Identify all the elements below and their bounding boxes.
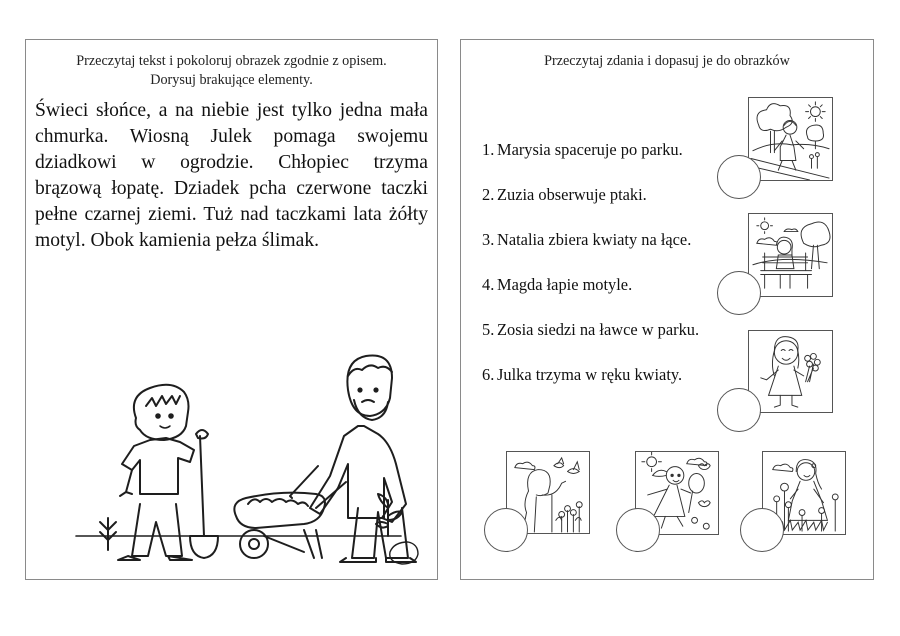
instruction-line-1: Przeczytaj tekst i pokoloruj obrazek zgodnie z opisem. (76, 53, 387, 69)
coloring-instruction (26, 52, 437, 90)
garden-coloring-illustration[interactable] (66, 330, 436, 570)
boy-figure (118, 385, 194, 560)
sentence-text: Marysia spaceruje po parku. (497, 140, 683, 159)
matching-panel (460, 39, 874, 580)
sentence-number: 1. (482, 140, 495, 159)
picture-girl-on-bench (748, 213, 833, 297)
plant-icon (100, 518, 116, 550)
sentence-text: Zosia siedzi na ławce w parku. (497, 320, 700, 339)
story-line: chmurka. Wiosną Julek pomaga swojemu (35, 126, 428, 147)
sentence-1 (482, 140, 683, 160)
sentence-4 (482, 275, 632, 295)
sentence-number: 6. (482, 365, 495, 384)
story-line: Świeci słońce, a na niebie jest tylko jedna mała (35, 100, 428, 121)
answer-circle-1[interactable] (717, 155, 761, 199)
sentence-5 (482, 320, 699, 340)
reading-coloring-panel (25, 39, 438, 580)
sentence-2 (482, 185, 647, 205)
sentence-text: Zuzia obserwuje ptaki. (497, 185, 647, 204)
answer-circle-2[interactable] (717, 271, 761, 315)
grandfather-figure (310, 355, 416, 562)
sentence-6 (482, 365, 682, 385)
sentence-number: 2. (482, 185, 495, 204)
story-line: motyl. Obok kamienia pełza ślimak. (35, 230, 320, 251)
sentence-number: 5. (482, 320, 495, 339)
picture-girl-walking-in-park (748, 97, 833, 181)
answer-circle-5[interactable] (616, 508, 660, 552)
story-text (35, 98, 428, 254)
answer-circle-3[interactable] (717, 388, 761, 432)
story-line: dziadkowi w ogrodzie. Chłopiec trzyma (35, 152, 428, 173)
sentence-3 (482, 230, 691, 250)
picture-girl-holding-flowers (748, 330, 833, 413)
answer-circle-4[interactable] (484, 508, 528, 552)
answer-circle-6[interactable] (740, 508, 784, 552)
matching-instruction: Przeczytaj zdania i dopasuj je do obrazków (544, 53, 790, 69)
sentence-number: 3. (482, 230, 495, 249)
sentence-number: 4. (482, 275, 495, 294)
story-line: brązową łopatę. Dziadek pcha czerwone taczki (35, 178, 428, 199)
sentence-text: Natalia zbiera kwiaty na łące. (497, 230, 692, 249)
wheelbarrow-icon (234, 466, 346, 558)
sentence-text: Julka trzyma w ręku kwiaty. (497, 365, 683, 384)
story-line: pełne czarnej ziemi. Tuż nad taczkami lata żółty (35, 204, 428, 225)
sentence-text: Magda łapie motyle. (497, 275, 633, 294)
instruction-line-2: Dorysuj brakujące elementy. (150, 72, 313, 88)
stone-icon (390, 542, 418, 564)
